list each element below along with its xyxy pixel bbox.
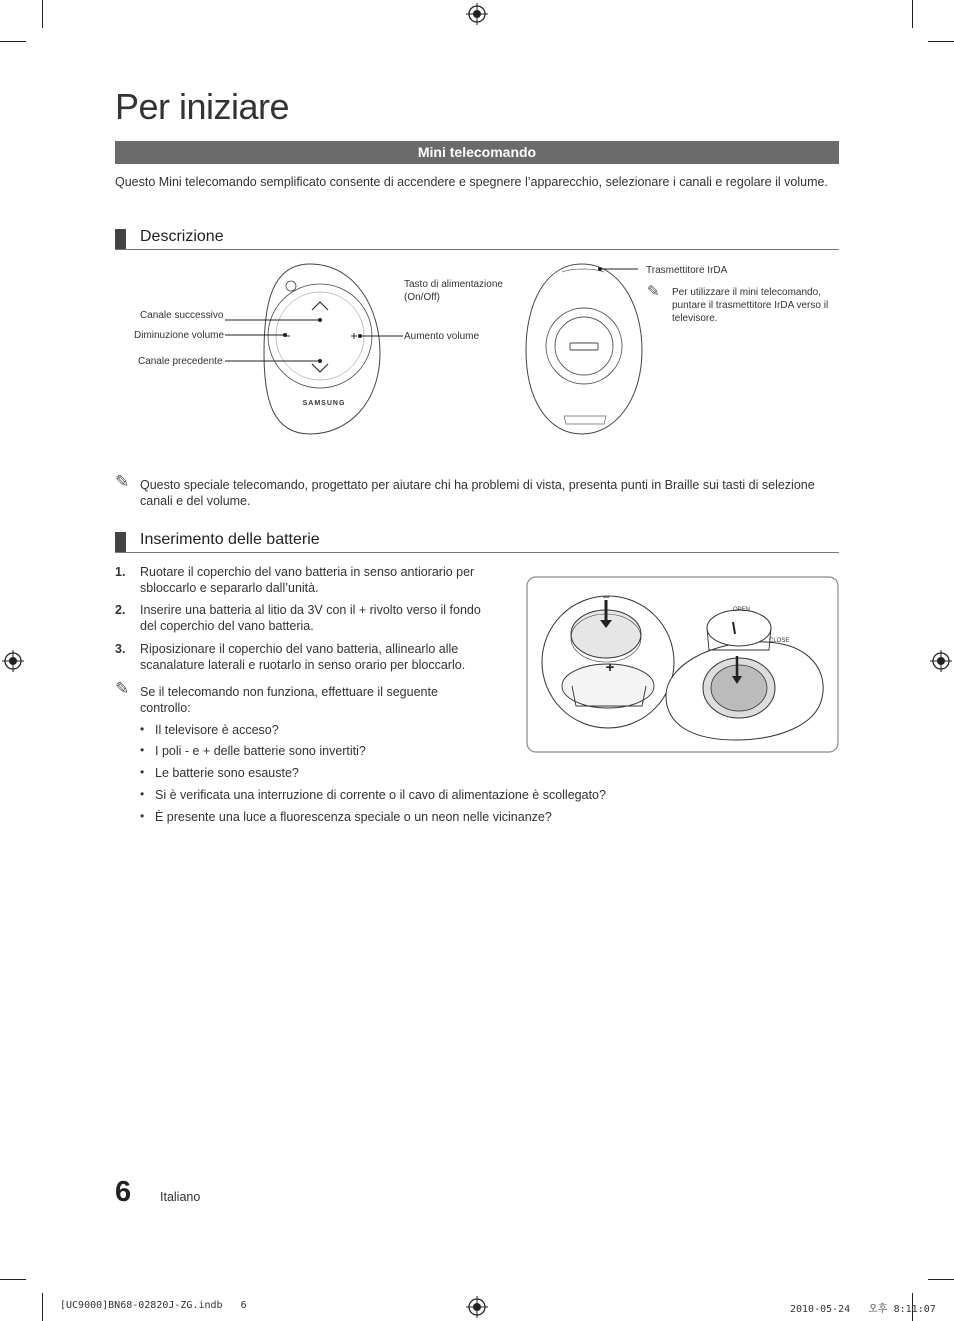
close-label: CLOSE (769, 638, 790, 644)
label-irda-note: Per utilizzare il mini telecomando, puntare il trasmettitore IrDA verso il televisore. (672, 287, 829, 324)
troubleshoot-note: Se il telecomando non funziona, effettuare il seguente controllo: (140, 685, 438, 715)
heading-marker (115, 229, 126, 249)
note-pencil-icon: ✎ (115, 679, 130, 698)
registration-mark-top (466, 3, 488, 25)
open-label: OPEN (733, 607, 751, 613)
list-item-text: È presente una luce a fluorescenza speciale o un neon nelle vicinanze? (155, 810, 552, 824)
bullet-dot: • (140, 765, 145, 779)
heading-marker (115, 532, 126, 552)
bullet-dot: • (140, 722, 145, 736)
step-text: Inserire una batteria al litio da 3V con il + rivolto verso il fondo del coperchio del vano batteria. (140, 603, 481, 633)
registration-mark-right (930, 650, 952, 672)
footer-timestamp: 2010-05-24 오후 8:11:07 (790, 1304, 936, 1315)
label-vol-down: Diminuzione volume (134, 330, 225, 341)
step-number: 2. (115, 603, 126, 617)
list-item-text: Le batterie sono esauste? (155, 766, 299, 780)
leader-line-irda (598, 265, 640, 273)
list-item-text: Si è verificata una interruzione di corrente o il cavo di alimentazione è scollegato? (155, 788, 606, 802)
registration-mark-bottom (466, 1296, 488, 1318)
battery-insertion-figure (526, 576, 839, 753)
label-ch-prev: Canale precedente (138, 356, 223, 367)
label-ch-next: Canale successivo (140, 310, 224, 321)
minus-sign: – (602, 591, 610, 603)
leader-lines-front (225, 290, 405, 380)
section-bar: Mini telecomando (115, 141, 839, 164)
step-text: Ruotare il coperchio del vano batteria in senso antiorario per sbloccarlo e separarlo dall’unità. (140, 565, 475, 595)
footer-file-info: [UC9000]BN68-02820J-ZG.indb 6 (60, 1300, 247, 1311)
bullet-dot: • (140, 743, 145, 757)
intro-text: Questo Mini telecomando semplificato consente di accendere e spegnere l’apparecchio, selezionare i canali e regolare il volume. (115, 175, 828, 189)
page-number: 6 (115, 1176, 132, 1208)
note-pencil-icon: ✎ (647, 283, 660, 300)
page-title: Per iniziare (115, 86, 290, 127)
step-text: Riposizionare il coperchio del vano batteria, allinearlo alle scanalature laterali e ruotarlo in senso orario per bloccarlo. (140, 642, 466, 672)
list-item-text: I poli - e + delle batterie sono invertiti? (155, 744, 366, 758)
label-irda: Trasmettitore IrDA (646, 265, 728, 276)
section-heading-descrizione (115, 227, 839, 250)
registration-mark-left (2, 650, 24, 672)
language-label: Italiano (160, 1190, 201, 1204)
section-heading-batterie (115, 530, 839, 553)
note-pencil-icon: ✎ (115, 472, 130, 491)
step-3 (115, 641, 500, 675)
step-number: 3. (115, 642, 126, 656)
step-number: 1. (115, 565, 126, 579)
remote-back-illustration (520, 258, 650, 438)
heading-text: Descrizione (140, 228, 224, 245)
bullet-dot: • (140, 809, 145, 823)
label-vol-up: Aumento volume (404, 331, 480, 342)
braille-note: Questo speciale telecomando, progettato per aiutare chi ha problemi di vista, presenta punti in Braille sui tasti di selezione canali e del volume. (140, 478, 815, 508)
plus-sign: + (605, 659, 615, 676)
list-item-text: Il televisore è acceso? (155, 723, 279, 737)
bullet-dot: • (140, 787, 145, 801)
brand-logo: SAMSUNG (302, 400, 346, 407)
step-1 (115, 564, 500, 598)
heading-text: Inserimento delle batterie (140, 531, 320, 548)
label-power: Tasto di alimentazione (On/Off) (404, 279, 503, 303)
step-2 (115, 602, 500, 636)
